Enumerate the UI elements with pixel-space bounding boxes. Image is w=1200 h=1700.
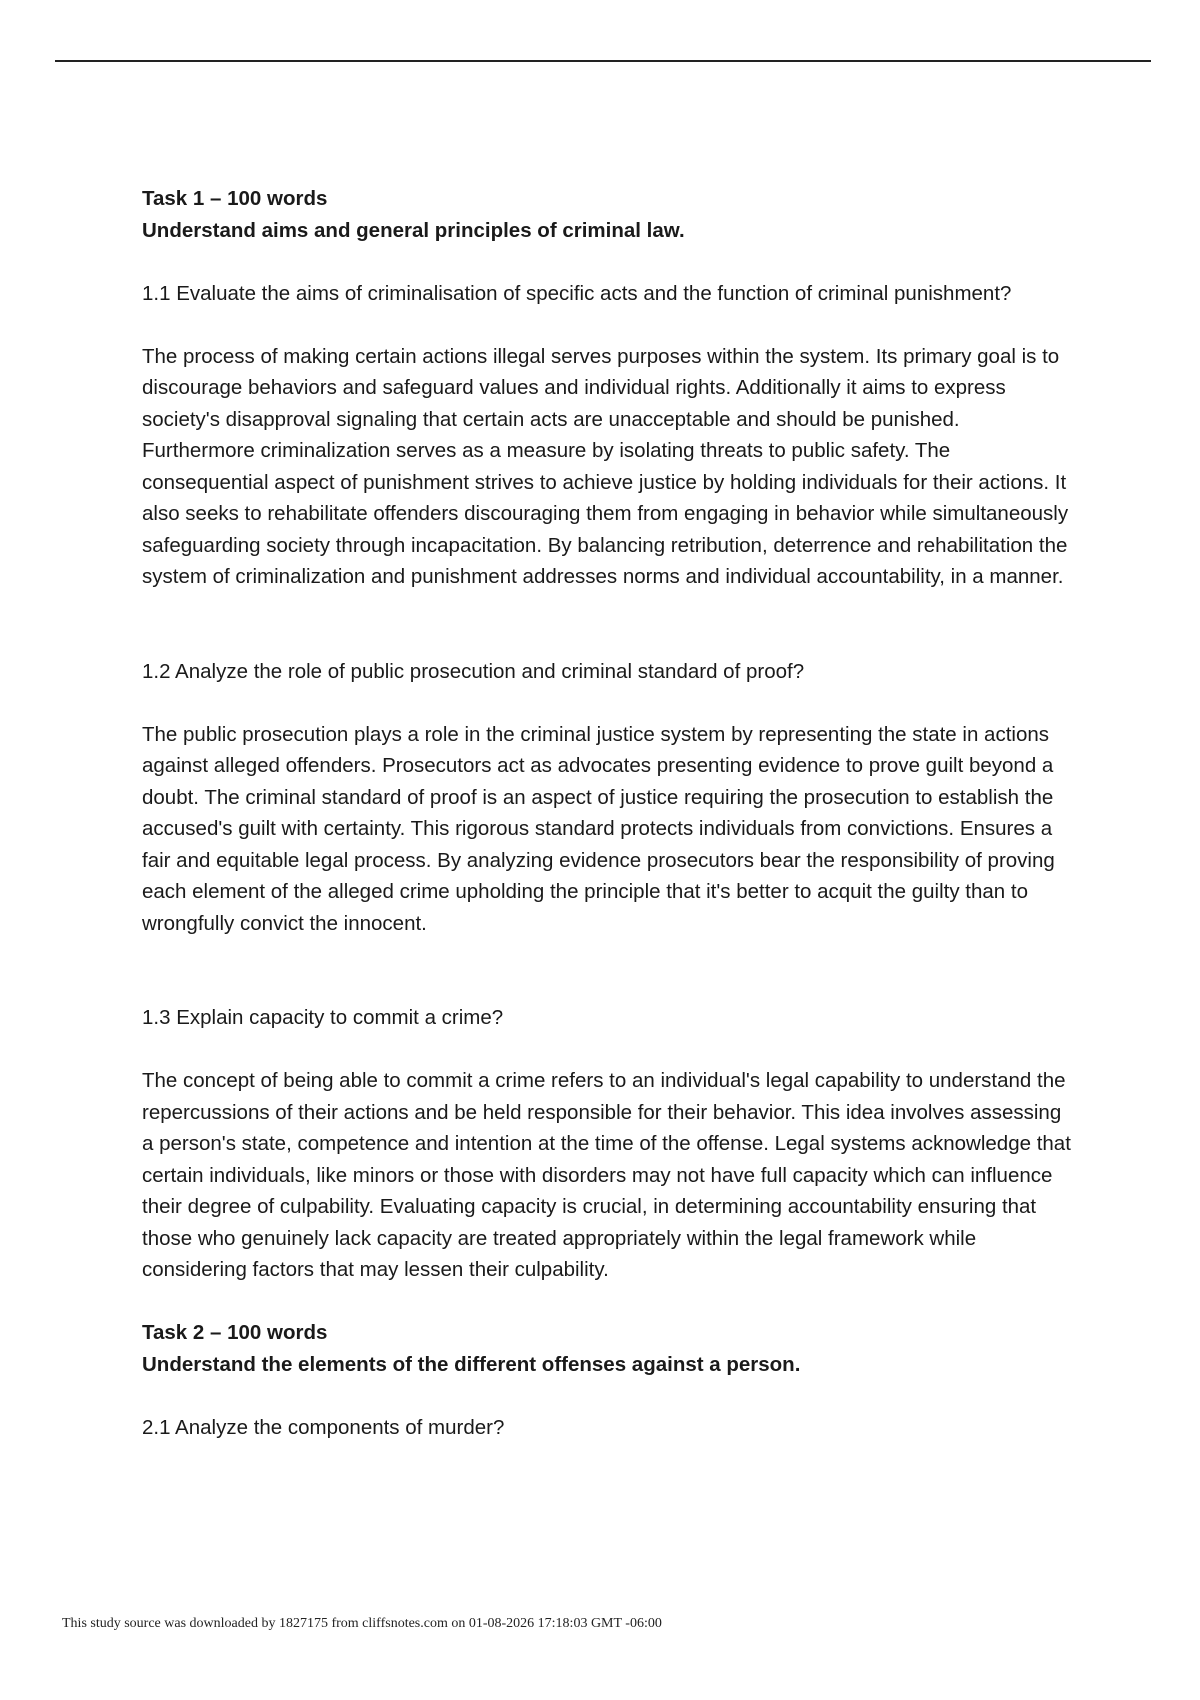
question-1-1: 1.1 Evaluate the aims of criminalisation of specific acts and the function of criminal punishment? — [142, 281, 1012, 305]
task2-heading: Task 2 – 100 words — [142, 1321, 328, 1344]
download-footer: This study source was downloaded by 1827175 from cliffsnotes.com on 01-08-2026 17:18:03 GMT -06:00 — [62, 1616, 662, 1631]
answer-1-1: The process of making certain actions illegal serves purposes within the system. Its primary goal is to discourage behaviors and safeguard values and individual rights. Additionally it aims to express society's disapproval signaling that certain acts are unacceptable and should be punished. Furthermore criminalization serves as a measure by isolating threats to public safety. The consequential aspect of punishment strives to achieve justice by holding individuals for their actions. It also seeks to rehabilitate offenders discouraging them from engaging in behavior while simultaneously safeguarding society through incapacitation. By balancing retribution, deterrence and rehabilitation the system of criminalization and punishment addresses norms and individual accountability, in a manner. — [142, 344, 1069, 588]
task1-heading: Task 1 – 100 words — [142, 187, 328, 210]
document-body — [142, 183, 1072, 1443]
question-1-2: 1.2 Analyze the role of public prosecution and criminal standard of proof? — [142, 659, 805, 683]
question-2-1: 2.1 Analyze the components of murder? — [142, 1415, 505, 1439]
top-divider — [55, 60, 1151, 62]
task2-subheading: Understand the elements of the different offenses against a person. — [142, 1352, 801, 1376]
question-1-3: 1.3 Explain capacity to commit a crime? — [142, 1006, 504, 1029]
answer-1-3: The concept of being able to commit a crime refers to an individual's legal capability to understand the repercussions of their actions and be held responsible for their behavior. This idea involves assessing a person's state, competence and intention at the time of the offense. Legal systems acknowledge that certain individuals, like minors or those with disorders may not have full capacity which can influence their degree of culpability. Evaluating capacity is crucial, in determining accountability ensuring that those who genuinely lack capacity are treated appropriately within the legal framework while considering factors that may lessen their culpability. — [142, 1069, 1071, 1281]
task1-subheading: Understand aims and general principles of criminal law. — [142, 218, 685, 242]
answer-1-2: The public prosecution plays a role in the criminal justice system by representing the state in actions against alleged offenders. Prosecutors act as advocates presenting evidence to prove guilt beyond a doubt. The criminal standard of proof is an aspect of justice requiring the prosecution to establish the accused's guilt with certainty. This rigorous standard protects individuals from convictions. Ensures a fair and equitable legal process. By analyzing evidence prosecutors bear the responsibility of proving each element of the alleged crime upholding the principle that it's better to acquit the guilty than to wrongfully convict the innocent. — [142, 722, 1055, 935]
